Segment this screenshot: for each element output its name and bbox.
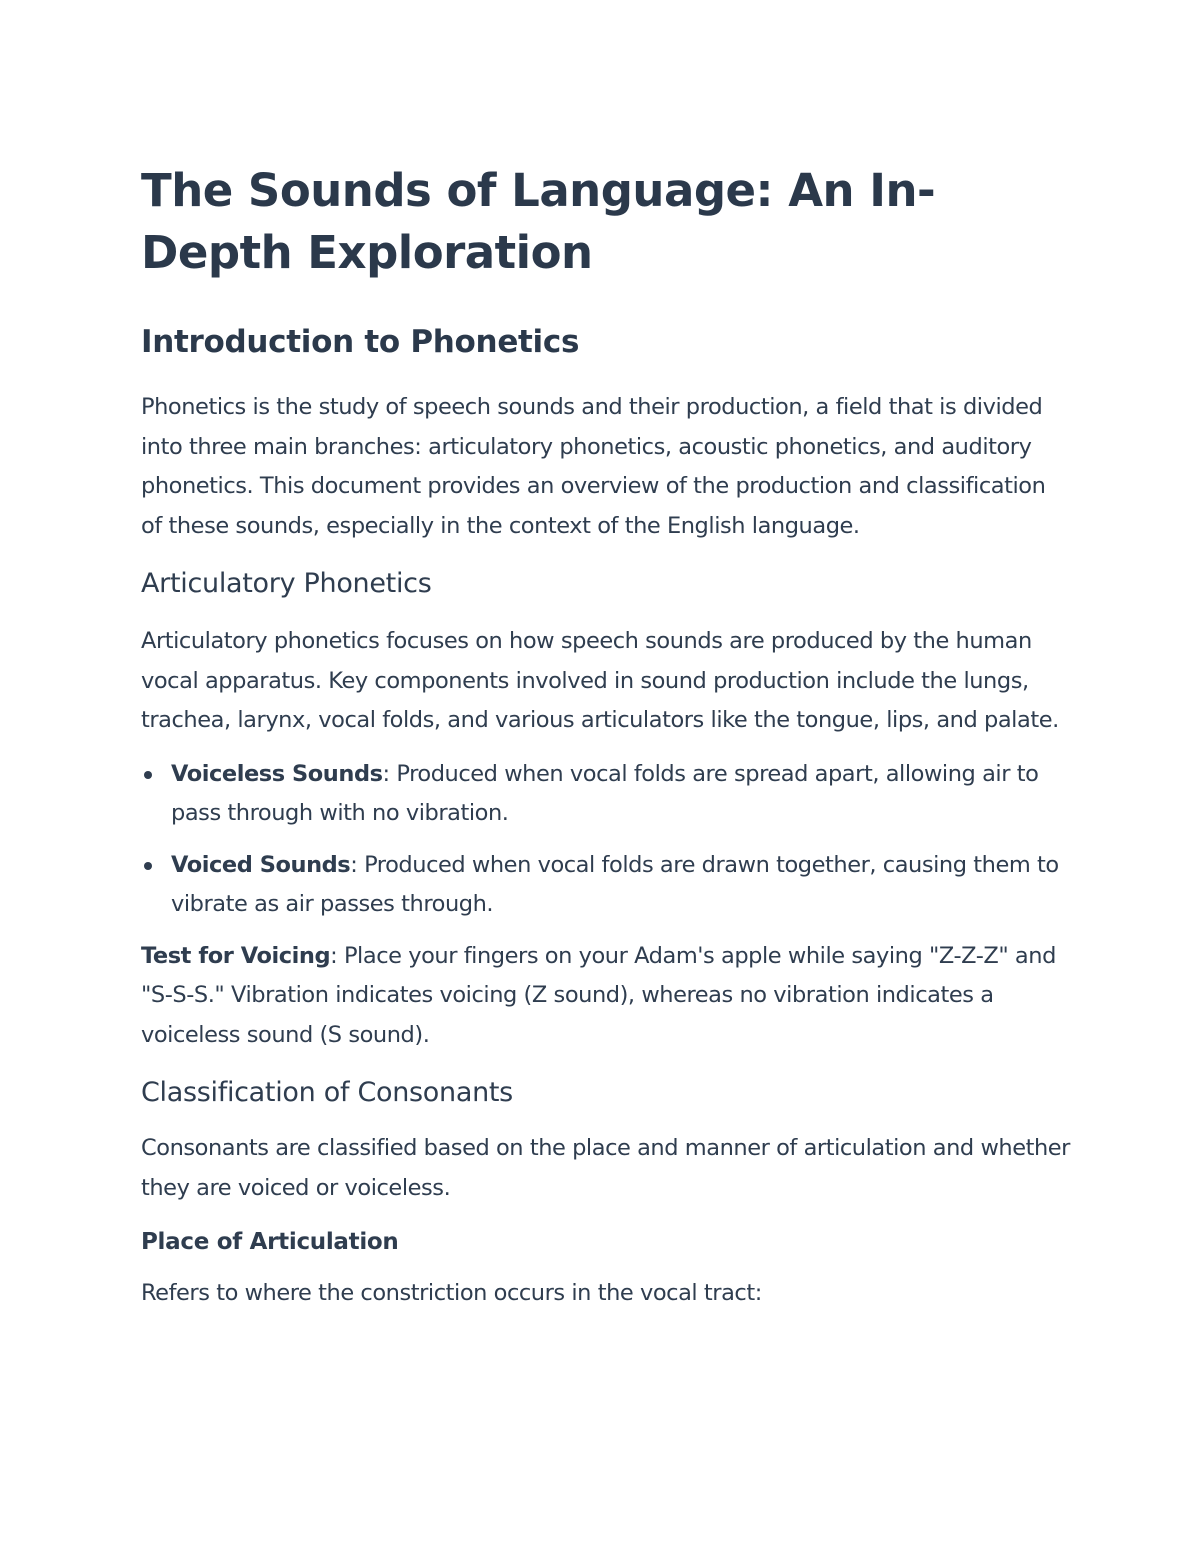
bullet-icon <box>144 771 152 779</box>
list-item-term: Voiced Sounds <box>171 851 351 878</box>
consonants-paragraph: Consonants are classified based on the place and manner of articulation and whether they are voiced or voiceless. <box>141 1135 1070 1201</box>
list-item <box>141 755 1071 834</box>
section-heading-introduction: Introduction to Phonetics <box>141 324 580 360</box>
list-item-text: : Produced when vocal folds are drawn together, causing them to vibrate as air passes through. <box>171 851 1059 917</box>
bullet-icon <box>144 862 152 870</box>
section-heading-articulatory: Articulatory Phonetics <box>141 568 432 599</box>
subsection-heading-place: Place of Articulation <box>141 1229 399 1255</box>
document-title: The Sounds of Language: An In-Depth Exploration <box>141 164 936 279</box>
voicing-test-text: : Place your fingers on your Adam's apple while saying "Z-Z-Z" and "S-S-S." Vibration indicates voicing (Z sound), whereas no vibration indicates a voiceless sound (S sound). <box>141 942 1056 1048</box>
articulatory-paragraph: Articulatory phonetics focuses on how speech sounds are produced by the human vocal apparatus. Key components involved in sound production include the lungs, trachea, larynx, vocal folds, and various articulators like the tongue, lips, and palate. <box>141 628 1059 733</box>
list-item-term: Voiceless Sounds <box>171 760 383 787</box>
sound-types-list <box>141 755 1071 925</box>
list-item-text: : Produced when vocal folds are spread apart, allowing air to pass through with no vibration. <box>171 760 1039 826</box>
list-item <box>141 846 1071 925</box>
voicing-test-paragraph <box>141 937 1071 1056</box>
intro-paragraph: Phonetics is the study of speech sounds and their production, a field that is divided into three main branches: articulatory phonetics, acoustic phonetics, and auditory phonetics. This document provides an overview of the production and classification of these sounds, especially in the context of the English language. <box>141 394 1046 539</box>
voicing-test-term: Test for Voicing <box>141 942 331 969</box>
section-heading-consonants: Classification of Consonants <box>141 1077 513 1108</box>
place-paragraph: Refers to where the constriction occurs in the vocal tract: <box>141 1280 762 1306</box>
document-page <box>141 160 1071 1314</box>
